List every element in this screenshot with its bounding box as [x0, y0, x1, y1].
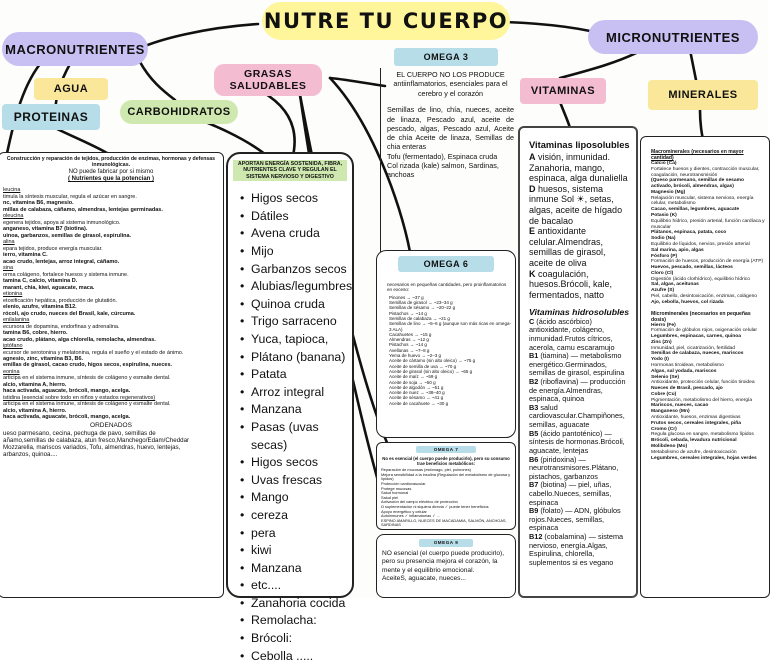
- carbo-item: • etc....: [239, 577, 347, 595]
- mineral-foods: Ajo, cebolla, huevos, col rizada: [651, 299, 724, 305]
- vitamin-text: visión, inmunidad. Zanahoria, mango, espinaca, alga dunaliella: [529, 151, 628, 184]
- vitaminas-label: VITAMINAS: [520, 78, 606, 104]
- minerales-card: [640, 136, 770, 598]
- omega7-item: Apoyo energético y celular: [381, 508, 427, 514]
- macrominerales-list: [651, 161, 766, 306]
- ordenados-line: arbanzos, quinoa....: [3, 451, 58, 459]
- omega9-foods: AceiteS, aguacate, nueces...: [382, 575, 466, 583]
- mineral-name: Cromo (Cr): [651, 426, 677, 432]
- omega7-item: Salud hormonal: [381, 490, 409, 496]
- agua-label: AGUA: [34, 78, 108, 100]
- omega9-text: NO esencial (el cuerpo puede producirlo), pero su presencia mejora el corazón, la mente y el equilibrio emocional.: [382, 550, 505, 574]
- mineral-name: Cloro (Cl): [651, 270, 674, 276]
- vitamin-key: B3: [529, 402, 539, 412]
- mineral-foods: Mariscos, nueces, cacao: [651, 403, 709, 409]
- vitamin-text: (ácido ascórbico) antioxidante, colágeno, inmunidad.Frutos cítricos, acerola, camu escaramujo: [529, 316, 615, 352]
- vitamin-text: salud cardiovascular.Champiñones, semillas, aguacate: [529, 402, 625, 430]
- macrominerales-title: Macrominerales (necesarios en mayor cantidad): [651, 149, 744, 161]
- omega6-item: Aceite de cártamo (sin alto oleico) → ~75 g: [389, 358, 476, 364]
- mineral-name: Azufre (S): [651, 288, 675, 294]
- vitamin-entry: [529, 430, 631, 456]
- proteinas-line: acao crudo, lentejas, arroz integral, cáñamo.: [3, 258, 120, 265]
- mineral-name: Zinc (Zn): [651, 339, 672, 345]
- grasas-label: GRASAS SALUDABLES: [214, 64, 322, 96]
- omega6-item: Aceite de cacahuete → ~30 g: [389, 400, 449, 406]
- proteinas-line: millas de calabaza, cáñamo, almendras, lentejas germinadas.: [3, 206, 163, 213]
- omega3-card: [380, 48, 516, 258]
- omega6-intro: necesarios en pequeñas cantidades, pero proinflamatorios en exceso:: [387, 282, 507, 293]
- mineral-desc: Antioxidante, protección celular, función tiroidea: [651, 380, 755, 386]
- proteinas-label: PROTEINAS: [2, 104, 100, 130]
- omega6-item: Semillas de girasol → ~23–34 g: [389, 300, 453, 306]
- vitamin-text: antioxidante celular.Almendras, semillas de girasol, aceite de oliva: [529, 226, 606, 269]
- proteinas-line: etoxificación hepática, producción de glutatión.: [3, 297, 118, 304]
- omega6-item: Aceite de soja → ~50 g: [389, 379, 436, 385]
- mineral-name: Magnesio (Mg): [651, 189, 686, 195]
- mineral-desc: Pigmentación, metabolismo del hierro, energía: [651, 397, 753, 403]
- proteinas-intro: Construcción y reparación de tejidos, producción de enzimas, hormonas y defensas inmunológicas.: [6, 156, 216, 169]
- proteinas-line: ecursor de serotonina y melatonina, regula el sueño y el estado de ánimo.: [3, 349, 184, 356]
- vitamin-entry: [529, 184, 631, 226]
- vitamin-entry: [529, 533, 631, 567]
- omega7-intro: No es esencial (el cuerpo puede producirlo), pero su consumo trae beneficios metabólicos:: [382, 456, 510, 467]
- minerales-label: MINERALES: [648, 80, 758, 110]
- omega6-item: Aceite de semilla de uva → ~70 g: [389, 363, 457, 369]
- carbo-item: • Patata: [239, 366, 347, 384]
- carbo-item: • pera: [239, 525, 347, 543]
- vitamin-key: C: [529, 316, 535, 326]
- carbo-food-list: [239, 190, 353, 665]
- mineral-name: Fósforo (P): [651, 253, 678, 259]
- carbo-item: • Dátiles: [239, 208, 347, 226]
- mineral-name: Yodo (I): [651, 357, 669, 363]
- proteinas-line: epara tejidos, produce energía muscular.: [3, 245, 103, 252]
- proteinas-line: marant, chia, kiwi, aguacate, maca.: [3, 284, 95, 291]
- proteinas-line: timula la síntesis muscular, regula el azúcar en sangre.: [3, 193, 137, 200]
- vitamin-entry: [529, 352, 631, 378]
- mineral-name: Potasio (K): [651, 213, 677, 219]
- omega7-list: [381, 468, 511, 528]
- carbo-item: • Higos secos: [239, 454, 347, 472]
- omega7-title: OMEGA 7: [416, 446, 476, 453]
- mineral-foods: (Queso parmesano, semillas de sesamo activado, brócoli, almendras, algas): [651, 178, 744, 190]
- mineral-name: Sodio (Na): [651, 236, 676, 242]
- proteinas-line: leucina: [3, 187, 21, 194]
- omega7-item: Activación del campo eléctrico de protección: [381, 499, 458, 505]
- carbo-item: • Mango: [239, 489, 347, 507]
- omega6-item: Pistachos → ~14 g: [389, 310, 427, 316]
- carbo-item: • Arroz integral: [239, 384, 347, 402]
- proteinas-line: elenio, azufre, vitamina B12.: [3, 304, 77, 311]
- vitamin-key: B9: [529, 506, 539, 516]
- carbo-item: • Avena cruda: [239, 225, 347, 243]
- mineral-desc: Antioxidante, huesos, enzimas digestivas: [651, 415, 741, 421]
- omega6-item: Almendras → ~12 g: [389, 337, 429, 343]
- proteinas-line: iptófano: [3, 343, 23, 350]
- mineral-foods: Semillas de calabaza, nueces, mariscos: [651, 351, 744, 357]
- mineral-desc: Fortalece huesos y dientes, contracción muscular, coagulación, neurotransmisión: [651, 166, 760, 178]
- proteinas-line: haca activada, aguacate, brócoli, mango, acelga.: [3, 388, 131, 395]
- vitamin-entry: [529, 378, 631, 404]
- carbo-item: • Zanahoria cocida: [239, 595, 347, 613]
- vitamin-key: A: [529, 151, 536, 162]
- vitamin-key: K: [529, 268, 536, 279]
- omega6-item: Yema de huevo → ~2–3 g: [389, 353, 441, 359]
- vitamin-key: E: [529, 226, 536, 237]
- carbo-item: • Garbanzos secos: [239, 261, 347, 279]
- omega6-title: OMEGA 6: [398, 256, 494, 272]
- mineral-name: Manganeso (Mn): [651, 409, 690, 415]
- mineral-foods: Brócoli, cebada, levadura nutricional: [651, 438, 737, 444]
- proteinas-list: [3, 187, 219, 420]
- vitamin-key: D: [529, 183, 536, 194]
- carbohidratos-label: CARBOHIDRATOS: [120, 100, 238, 124]
- proteinas-line: uinoa, garbanzos, semillas de girasol, espirulina.: [3, 232, 132, 239]
- omega6-item: Aceite de sésamo → ~41 g: [389, 395, 444, 401]
- omega3-p4: Col rizada (kale) salmon, Sardinas, anchoas: [387, 161, 499, 180]
- omega6-item: Avellanas → ~7–8 g: [389, 347, 430, 353]
- mineral-foods: Cacao, semillas, legumbres, aguacate: [651, 207, 740, 213]
- vitamin-key: B6: [529, 454, 539, 464]
- proteinas-line: agnesio, zinc, vitamina B3, B6.: [3, 356, 84, 362]
- mineral-foods: Legumbres, cereales integrales, hojas verdes: [651, 455, 757, 461]
- omega7-item: Autoinmunes ✓ inflamatorias ✓ ...: [381, 513, 440, 519]
- ordenados-line: ueso parmesano, cecina, pechuga de pavo, semillas de: [3, 429, 156, 437]
- mineral-desc: Regula glucosa en sangre, metabolismo lípidos: [651, 432, 754, 438]
- carbo-item: • Pasas (uvas secas): [239, 419, 347, 454]
- proteinas-line: alcio, vitamina A, hierro.: [3, 407, 67, 414]
- omega7-item: Salud piel: [381, 494, 399, 500]
- ordenados-list: [3, 430, 219, 459]
- vitamin-text: coagulación, huesos.Brócoli, kale, fermentados, natto: [529, 268, 613, 300]
- vitaminas-card: [518, 126, 638, 598]
- vitamin-text: (cobalamina) — sistema nervioso, energía.Algas, Espirulina, chlorella, suplementos si es vegano: [529, 532, 624, 567]
- proteinas-line: haca activada, aguacate, brócoli, mango, acelga.: [3, 414, 131, 421]
- proteinas-line: etionina: [3, 291, 23, 298]
- omega6-item: Semillas de lino → ~5–6 g (aunque son más ricas en omega-3 ALA): [389, 321, 511, 332]
- vitamin-entry: [529, 481, 631, 507]
- omega9-title: OMEGA 9: [419, 539, 473, 547]
- omega6-item: Aceite de algodón → ~51 g: [389, 384, 444, 390]
- proteinas-line: enilalanina: [3, 317, 30, 324]
- proteinas-card: [0, 152, 224, 598]
- carbo-item: • kiwi: [239, 542, 347, 560]
- mineral-desc: Relajación muscular, sistema nervioso, energía celular, metabolismo: [651, 195, 754, 207]
- carbo-item: • Remolacha:: [239, 612, 347, 630]
- mineral-desc: Hormonas tiroideas, metabolismo: [651, 363, 724, 368]
- omega6-item: Semillas de sésamo → ~20–22 g: [389, 305, 456, 311]
- carbo-item: • cereza: [239, 507, 347, 525]
- microminerales-list: [651, 323, 766, 462]
- vitamin-key: B7: [529, 480, 539, 490]
- mineral-desc: Digestión (ácido clorhídrico), equilibrio hídrico: [651, 276, 750, 282]
- mineral-foods: Plátanos, espinaca, patata, coco: [651, 230, 727, 236]
- carbo-item: • Mijo: [239, 243, 347, 261]
- mineral-desc: Piel, cabello, desintoxicación, enzimas, colágeno: [651, 293, 758, 299]
- proteinas-line: sina: [3, 265, 14, 272]
- proteinas-line: nc, vitamina B6, magnesio.: [3, 200, 74, 207]
- proteinas-intro-3: ( Nutrientes que la potencian ): [67, 176, 154, 183]
- vitamin-entry: [529, 456, 631, 482]
- proteinas-line: oleucina: [3, 213, 24, 220]
- ordenados-title: ORDENADOS: [90, 421, 132, 429]
- proteinas-line: eonina: [3, 368, 20, 375]
- mineral-foods: Huevos, pescado, semillas, lácteos: [651, 265, 733, 271]
- omega3-p2: Semillas de lino, chía, nueces, aceite de linaza, Pescado azul, aceite de pescado, algas, Pescado azul, Aceite de chía Aceite de linaza, Semillas de chia enteras: [387, 105, 514, 152]
- carbo-item: • Alubias/legumbres: [239, 278, 347, 296]
- mineral-desc: Formación de glóbulos rojos, oxigenación celular: [651, 328, 758, 334]
- lipo-list: [529, 152, 631, 301]
- carbo-item: • Higos secos: [239, 190, 347, 208]
- ordenados-line: añamo,semillas de calabaza, atun fresco,Manchego/Edam/Cheddar: [3, 436, 190, 444]
- microminerales-title: Microminerales (necesarios en pequeñas dosis): [651, 310, 751, 323]
- mineral-desc: Metabolismo de azufre, desintoxicación: [651, 449, 737, 455]
- omega7-card: [376, 442, 516, 530]
- carbo-item: • Cebolla .....: [239, 648, 347, 665]
- omega6-item: Aceite de nuez → ~38–40 g: [389, 390, 445, 396]
- omega6-item: Pinones → ~37 g: [389, 294, 424, 300]
- proteinas-line: anganeso, vitamina B7 (biotina).: [3, 226, 88, 233]
- vitamin-entry: [529, 152, 631, 184]
- omega6-item: Aceite de maíz → ~59 g: [389, 374, 438, 380]
- mineral-desc: Formación de huesos, producción de energía (ATP): [651, 259, 764, 265]
- mineral-name: Cobre (Cu): [651, 391, 677, 397]
- vitamin-text: (riboflavina) — producción de energía.Almendras, espinaca, quinoa: [529, 377, 626, 404]
- mineral-name: Molibdeno (Mo): [651, 443, 688, 449]
- proteinas-line: emillas de girasol, cacao crudo, higos secos, espirulina, nueces.: [3, 362, 173, 369]
- vitamin-entry: [529, 404, 631, 430]
- mineral-name: Hierro (Fe): [651, 322, 676, 328]
- proteinas-line: orma colágeno, fortalece huesos y sistema inmune.: [3, 271, 129, 278]
- carbo-item: • Brócoli:: [239, 630, 347, 648]
- proteinas-line: articipa en el sistema inmune, síntesis de colágeno y esmalte dental.: [3, 375, 171, 382]
- carbo-item: • Yuca, tapioca,: [239, 331, 347, 349]
- title-banner: NUTRE TU CUERPO: [262, 2, 510, 40]
- vitamin-entry: [529, 507, 631, 533]
- carbo-item: • Manzana: [239, 560, 347, 578]
- mineral-name: Calcio (Ca): [651, 161, 677, 166]
- mineral-foods: Sal marina, apio, algas: [651, 247, 704, 253]
- omega6-card: [376, 250, 516, 438]
- mineral-desc: Inmunidad, piel, cicatrización, fertilidad: [651, 345, 735, 351]
- mineral-foods: Frutos secos, cereales integrales, piña: [651, 420, 741, 426]
- omega7-item: Protección cardiovascular: [381, 480, 426, 486]
- carbo-item: • Quinoa cruda: [239, 296, 347, 314]
- proteinas-line: acao crudo, plátano, alga chlorella, remolacha, almendras.: [3, 336, 156, 343]
- hidro-title: Vitaminas hidrosolubles: [529, 306, 630, 317]
- carbo-item: • Trigo sarraceno: [239, 313, 347, 331]
- mineral-foods: Legumbres, espinacas, carnes, quinoa: [651, 334, 741, 340]
- vitamin-key: B12: [529, 532, 543, 541]
- mineral-name: Selenio (Se): [651, 374, 679, 380]
- vitamin-key: B1: [529, 351, 539, 361]
- mineral-foods: Algas, sal yodada, mariscos: [651, 368, 717, 374]
- omega6-item: Cacahuetes → ~15 g: [389, 331, 432, 337]
- proteinas-line: istidina (esencial sobre todo en niños y estados regenerativos): [3, 394, 156, 401]
- vitamin-entry: [529, 269, 631, 301]
- omega6-item: Aceite de girasol (sin alto oleico) → ~65 g: [389, 368, 473, 374]
- macro-label: MACRONUTRIENTES: [2, 32, 148, 66]
- carbo-item: • Manzana: [239, 401, 347, 419]
- carbo-item: • Plátano (banana): [239, 349, 347, 367]
- omega6-item: Pistachos → ~14 g: [389, 342, 427, 348]
- lipo-title: Vitaminas liposolubles: [529, 140, 630, 150]
- mineral-foods: Nueces de Brasil, pescado, ajo: [651, 386, 723, 392]
- micro-label: MICRONUTRIENTES: [588, 20, 758, 54]
- proteinas-line: egenera tejidos, apoya al sistema inmunológico.: [3, 219, 121, 226]
- vitamin-text: (piridoxina) — neurotransmisores.Plátano, pistachos, garbanzos: [529, 454, 619, 481]
- proteinas-line: tamina B6, cobre, hierro.: [3, 330, 68, 337]
- ordenados-line: Mozzarella, mariscos variados, Tofu, almendras, huevo, lentejas,: [3, 444, 181, 452]
- proteinas-line: articipa en el sistema inmune, síntesis de colágeno y esmalte dental.: [3, 401, 171, 408]
- vitamin-entry: [529, 226, 631, 268]
- mineral-desc: Equilibrio de líquidos, nervios, presión arterial: [651, 241, 750, 247]
- mineral-desc: Equilibrio hídrico, presión arterial, función cardíaca y muscular: [651, 218, 765, 230]
- proteinas-line: tamina C, calcio, vitamina D.: [3, 278, 78, 285]
- omega3-p3: Tofu (fermentado), Espinaca cruda: [387, 151, 498, 161]
- carbo-header: APORTAN ENERGÍA SOSTENIDA, FIBRA, NUTRIENTES CLAVE Y REGULAN EL SISTEMA NERVIOSO Y DIGESTIVO: [233, 160, 347, 181]
- vitamin-key: B5: [529, 428, 539, 438]
- proteinas-line: ierro, vitamina C.: [3, 252, 48, 259]
- omega7-item: Mejora sensibilidad a la insulina (Regulación del metabolismo de glucosa y lípidos): [381, 471, 511, 482]
- vitamin-text: (tiamina) — metabolismo energético.Germinados, semillas de girasol, espirulina: [529, 351, 625, 378]
- carbohidratos-card: [226, 152, 354, 663]
- proteinas-line: ecursora de dopamina, endorfinas y adrenalina.: [3, 323, 120, 330]
- omega9-card: [376, 534, 516, 598]
- omega7-item: Ω suplementación ni siquiera directa ✓ puede tener beneficios: [381, 504, 489, 509]
- omega3-p1: EL CUERPO NO LOS PRODUCE antiinflamatorios, esenciales para el cerebro y el corazón: [393, 70, 508, 98]
- vitamin-text: (folato) — ADN, glóbulos rojos.Nueces, semillas, espinaca: [529, 506, 621, 533]
- omega6-item: Semillas de calabaza → ~21 g: [389, 316, 450, 321]
- omega7-item: Reparación de mucosas (estómago, piel, pulmones): [381, 467, 471, 473]
- vitamin-text: huesos, sistema inmune Sol ☀, setas, algas, aceite de hígado de bacalao: [529, 183, 623, 226]
- vitamin-entry: [529, 318, 631, 352]
- omega7-item: ESPINO AMARILLO, NUECES DE MACADAMIA, SALMÓN, ANCHOAS, SARDINAS: [381, 517, 507, 528]
- omega3-title: OMEGA 3: [394, 48, 498, 66]
- omega6-list: [381, 295, 511, 406]
- proteinas-line: rócoli, ajo crudo, nueces del Brasil, kale, cúrcuma.: [3, 310, 136, 317]
- carbo-item: • Uvas frescas: [239, 472, 347, 490]
- vitamin-text: (biotina) — piel, uñas, cabello.Nueces, semillas, espinaca: [529, 480, 612, 507]
- proteinas-line: alina: [3, 239, 15, 246]
- mineral-foods: Sal, algas, aceitunas: [651, 282, 699, 288]
- proteinas-line: alcio, vitamina A, hierro.: [3, 381, 67, 388]
- omega7-item: Protege mucosas: [381, 485, 412, 491]
- proteinas-intro-2: NO puede fabricar por si mismo: [68, 169, 154, 176]
- hidro-list: [529, 318, 631, 568]
- vitamin-text: (ácido pantoténico) — síntesis de hormonas.Brócoli, aguacate, lentejas: [529, 428, 625, 455]
- vitamin-key: B2: [529, 377, 539, 387]
